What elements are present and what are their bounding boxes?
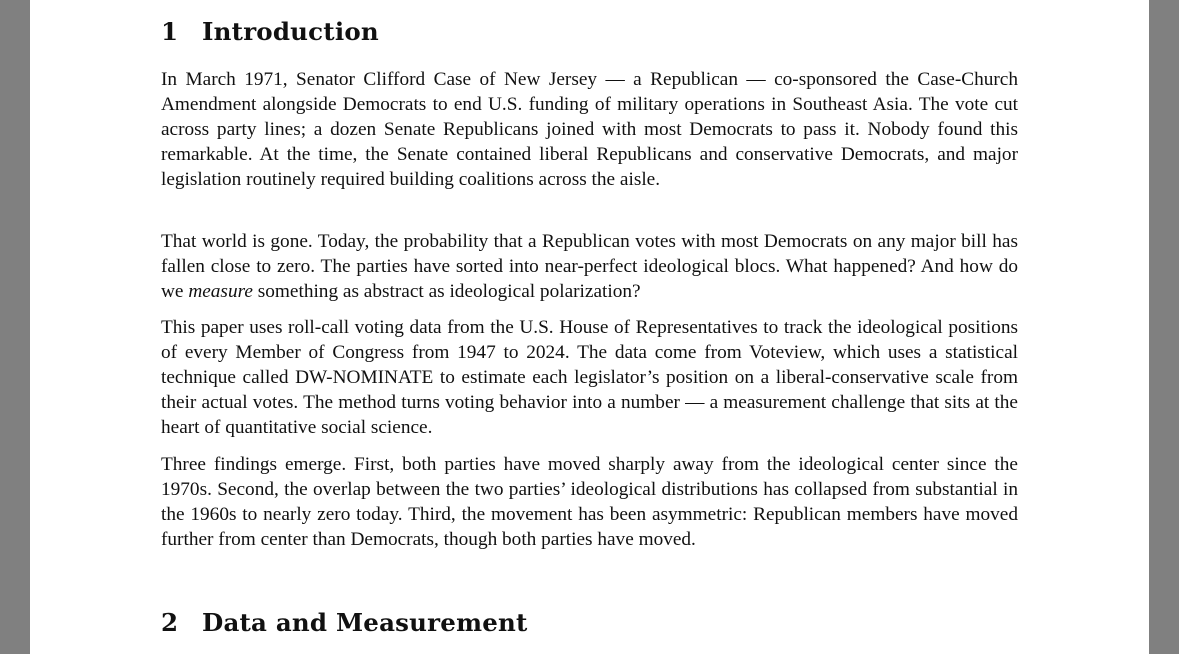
section-number: 1: [161, 17, 179, 46]
paragraph: Three findings emerge. First, both parties have moved sharply away from the ideological center since the 1970s. Second, the overlap between the two parties’ ideological distributions has collapsed from substantial in the 1960s to nearly zero today. Third, the movement has been asymmetric: Republican members have moved further from center than Democrats, though both parties have moved.: [161, 454, 1018, 550]
paragraph-text: That world is gone. Today, the probability that a Republican votes with most Democrats on any major bill has fallen close to zero. The parties have sorted into near-perfect ideological blocs. What happened? And how do we: [161, 231, 1018, 302]
emphasis-text: measure: [188, 280, 253, 302]
section-heading-introduction: [161, 17, 379, 46]
section-heading-data-and-measurement: [161, 608, 528, 637]
section-title: Introduction: [202, 17, 379, 46]
document-page: [30, 0, 1149, 654]
paragraph: [161, 230, 1018, 305]
paragraph: In March 1971, Senator Clifford Case of New Jersey — a Republican — co-sponsored the Case-Church Amendment alongside Democrats to end U.S. funding of military operations in Southeast Asia. The vote cut across party lines; a dozen Senate Republicans joined with most Democrats to pass it. Nobody found this remarkable. At the time, the Senate contained liberal Republicans and conservative Democrats, and major legislation routinely required building coalitions across the aisle.: [161, 69, 1018, 190]
section-number: 2: [161, 608, 179, 637]
section-title: Data and Measurement: [202, 608, 528, 637]
paragraph-text: something as abstract as ideological polarization?: [252, 280, 641, 302]
paragraph: This paper uses roll-call voting data from the U.S. House of Representatives to track the ideological positions of every Member of Congress from 1947 to 2024. The data come from Voteview, which uses a statistical technique called DW-NOMINATE to estimate each legislator’s position on a liberal-conservative scale from their actual votes. The method turns voting behavior into a number — a measurement challenge that sits at the heart of quantitative social science.: [161, 317, 1018, 438]
